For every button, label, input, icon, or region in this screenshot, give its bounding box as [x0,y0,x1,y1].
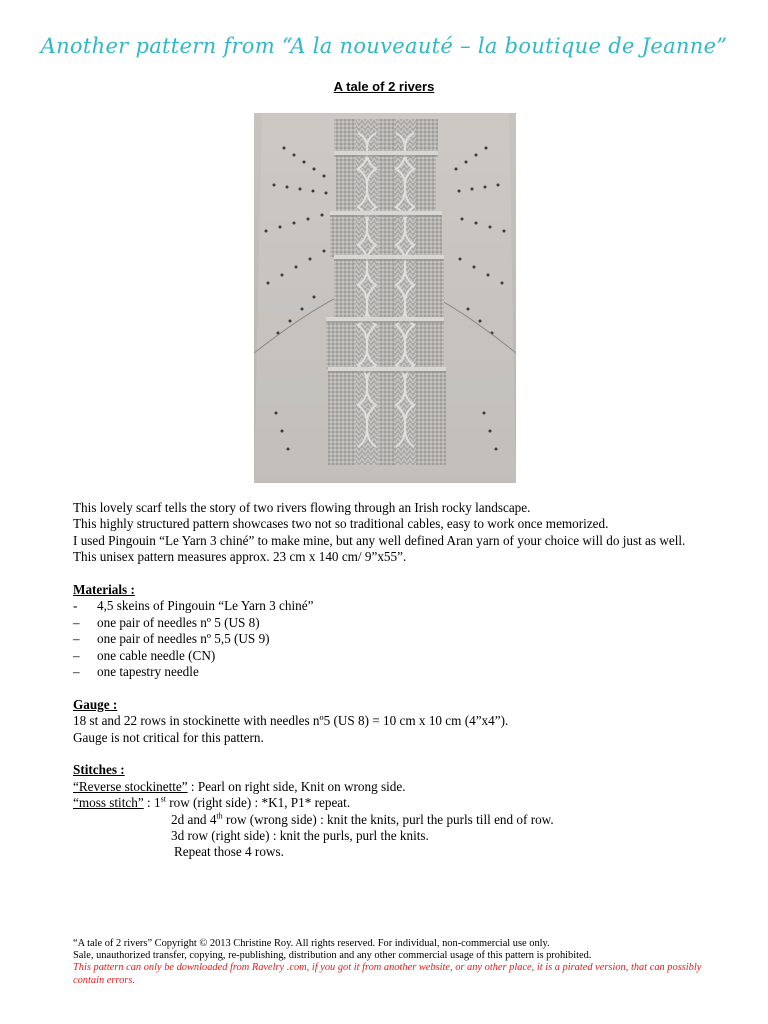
materials-heading: Materials : [73,582,135,598]
ordinal-suffix: th [216,811,223,821]
material-item [73,615,698,631]
moss-stitch-row2 [73,812,698,828]
intro-paragraph: This highly structured pattern showcases two not so traditional cables, easy to work once memorized. [73,516,609,532]
moss-stitch-row3: 3d row (right side) : knit the purls, purl the knits. [171,828,429,844]
gauge-line: 18 st and 22 rows in stockinette with needles nº5 (US 8) = 10 cm x 10 cm (4”x4”). [73,713,509,729]
pattern-body [73,500,698,861]
intro-paragraph: This lovely scarf tells the story of two rivers flowing through an Irish rocky landscape. [73,500,531,515]
material-text: one tapestry needle [97,664,199,680]
banner-heading: Another pattern from “A la nouveauté – la boutique de Jeanne” [40,34,728,58]
material-text: one cable needle (CN) [97,647,216,663]
material-text: one pair of needles nº 5,5 (US 9) [97,631,270,647]
stitch-name: “moss stitch” [73,795,144,811]
stitch-desc: row (wrong side) : knit the knits, purl the purls till end of row. [222,811,554,827]
copyright-line: “A tale of 2 rivers” Copyright © 2013 Christine Roy. All rights reserved. For individual, non-commercial use only. [73,938,550,949]
stitches-heading: Stitches : [73,762,125,778]
stitch-desc: 2d and 4 [171,811,217,827]
pattern-title: A tale of 2 rivers [333,79,435,94]
material-item [73,598,698,614]
gauge-line: Gauge is not critical for this pattern. [73,729,264,745]
intro-paragraph: This unisex pattern measures approx. 23 cm x 140 cm/ 9”x55”. [73,549,407,565]
list-bullet: – [73,614,80,630]
gauge-heading: Gauge : [73,696,118,712]
material-text: 4,5 skeins of Pingouin “Le Yarn 3 chiné” [97,598,314,614]
piracy-warning: This pattern can only be downloaded from Ravelry .com, if you got it from another website, or any other place, it is a pirated version, that can possibly contain errors. [73,962,702,986]
moss-stitch-repeat: Repeat those 4 rows. [174,844,284,860]
material-text: one pair of needles nº 5 (US 8) [97,614,260,630]
reverse-stockinette-line [73,779,698,795]
intro-paragraph: I used Pingouin “Le Yarn 3 chiné” to make mine, but any well defined Aran yarn of your choice will do just as well. [73,532,686,548]
moss-stitch-row1 [73,795,698,811]
list-bullet: – [73,647,80,663]
stitch-desc: : 1 [143,795,161,811]
list-bullet: - [73,598,78,614]
material-item [73,664,698,680]
scarf-photo [254,113,516,483]
ordinal-suffix: st [160,794,166,804]
material-item [73,631,698,647]
stitch-desc: row (right side) : *K1, P1* repeat. [165,795,351,811]
copyright-footer [73,938,713,987]
stitch-desc: : Pearl on right side, Knit on wrong side. [187,778,406,794]
list-bullet: – [73,631,80,647]
list-bullet: – [73,664,80,680]
stitch-name: “Reverse stockinette” [73,778,188,794]
sale-notice: Sale, unauthorized transfer, copying, re-publishing, distribution and any other commercial usage of this pattern is prohibited. [73,950,592,962]
material-item [73,648,698,664]
